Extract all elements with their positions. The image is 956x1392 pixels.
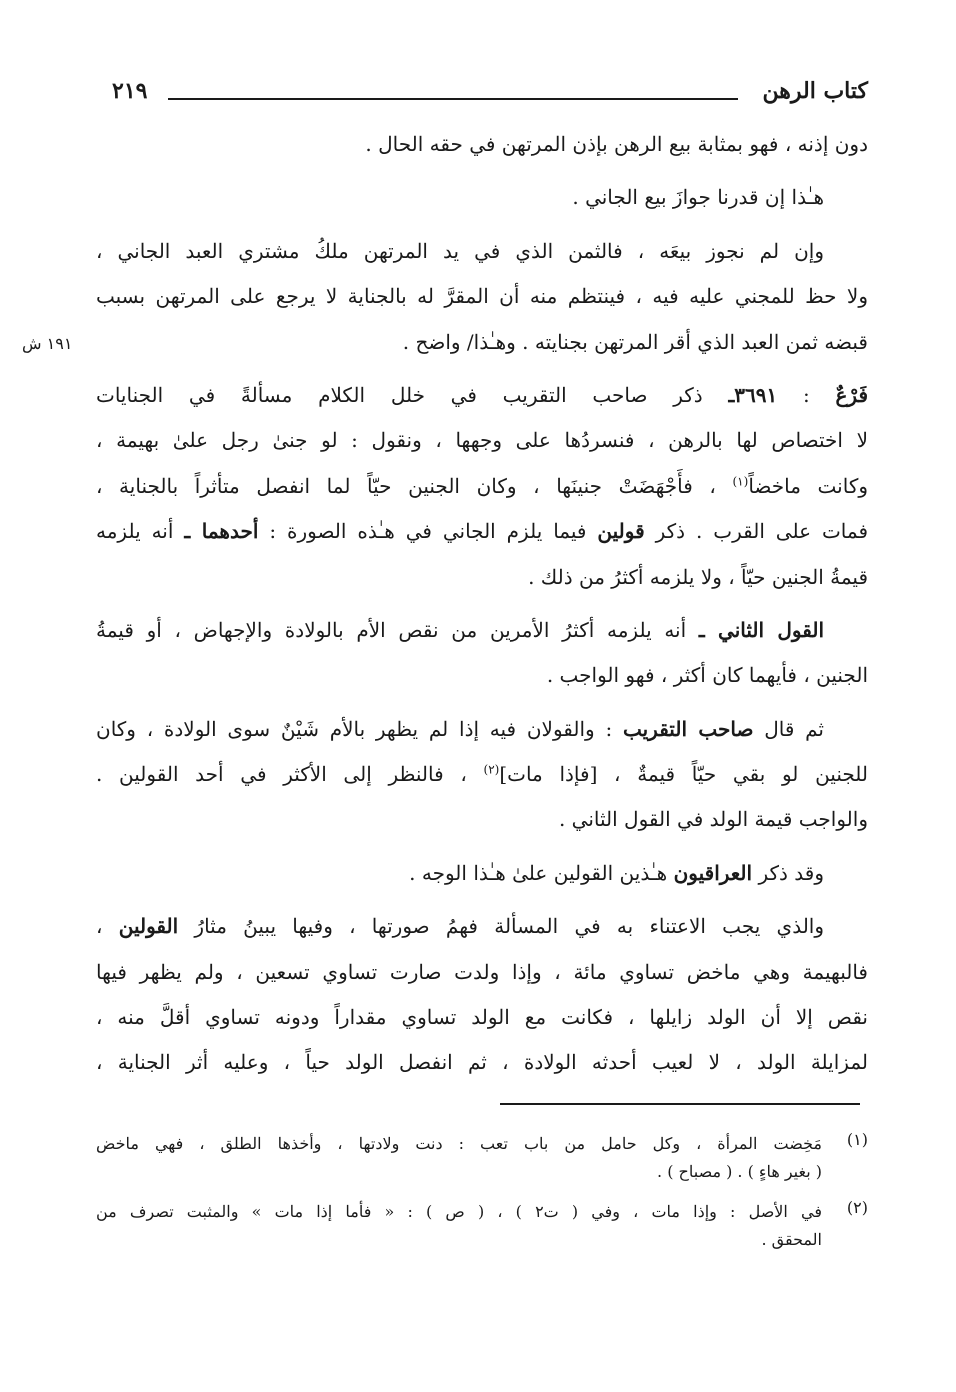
text-line: لمزايلة الولد ، لا لعيب أحدثه الولادة ، ثم انفصل الولد حياً ، وعليه أثر الجناية ،	[96, 1050, 868, 1075]
text-run: ،	[96, 914, 103, 939]
bold-term: القول الثاني ـ	[698, 617, 824, 642]
text-line	[96, 707, 868, 752]
text-run: أنه يلزمه	[96, 519, 174, 544]
bold-term: القولين	[118, 914, 179, 939]
margin-folio-note: ١٩١ ش	[22, 334, 73, 353]
text-run: فمات على القرب . ذكر	[655, 519, 868, 544]
text-run: وقد ذكر	[758, 860, 824, 885]
bold-term: قولين	[597, 519, 645, 544]
text-line: فالبهيمة وهي ماخض تساوي مائة ، وإذا ولدت صارت تساوي تسعين ، ولم يظهر فيها	[96, 959, 868, 984]
text-line: والواجب قيمة الولد في القول الثاني .	[558, 807, 868, 832]
text-run: ، فأَجْهَضَتْ جنينَها ، وكان الجنين حيّاً لما انفصل متأثراً بالجناية ،	[96, 473, 716, 498]
text-run: ، فالنظر إلى الأكثر في أحد القولين .	[96, 762, 467, 787]
footnote-line: في الأصل : وإذا مات ، وفي ( ت٢ ) ، ( ص ) : « فأما إذا مات » والمثبت تصرف من	[96, 1202, 822, 1221]
footnote	[96, 1130, 868, 1186]
text-line: وإن لم نجوز بيعَه ، فالثمن الذي في يد المرتهن ملكُ مشتري العبد الجاني ،	[96, 238, 824, 263]
footnote-ref: (٢)	[483, 762, 500, 777]
text-line: قيمةُ الجنين حيّاً ، ولا يلزمه أكثرُ من ذلك .	[528, 564, 868, 589]
header-rule	[168, 98, 738, 100]
text-line: الجنين ، فأيهما كان أكثر ، فهو الواجب .	[546, 663, 868, 688]
issue-heading-line: فَرْعٌ : ٣٦٩١ـ ذكر صاحب التقريب في خلل الكلام مسألةً في الجنايات	[96, 382, 868, 407]
text-run: فيما يلزم الجاني في هـٰذه الصورة :	[269, 519, 587, 544]
footnote-line: مَخِضت المرأة ، وكل حامل من باب تعب : دنت ولادتها ، وأخذها الطلق ، فهي ماخض	[96, 1134, 822, 1153]
issue-number: ٣٦٩١ـ	[728, 382, 778, 407]
footnote-line: ( بغير هاءٍ ) . ( مصباح ) .	[657, 1162, 822, 1181]
text-run: للجنين لو بقي حيّاً قيمةٌ ، [فإذا مات]	[499, 762, 868, 787]
text-line: هـٰذا إن قدرنا جوازَ بيع الجاني .	[572, 185, 824, 210]
text-run: والذي يجب الاعتناء به في المسألة فهمُ صورتها ، وفيها يبينُ مثارُ	[194, 914, 824, 939]
running-header	[112, 78, 868, 118]
text-run: أنه يلزمه أكثرُ الأمرين من نقص الأم بالولادة والإجهاض ، أو قيمةُ	[96, 617, 687, 642]
text-line	[96, 851, 868, 896]
footnote-number: (١)	[846, 1130, 868, 1149]
book-title: كتاب الرهن	[762, 78, 868, 104]
footnote-rule	[500, 1103, 860, 1105]
bold-term: أحدهما ـ	[184, 519, 259, 544]
text-run: هـٰذين القولين علىٰ هـٰذا الوجه .	[409, 860, 668, 885]
text-run: ثم قال	[764, 716, 824, 741]
text-line: قبضه ثمن العبد الذي أقر المرتهن بجنايته . وهـٰذا/ واضح .	[402, 329, 868, 354]
text-run: : والقولان فيه إذا لم يظهر بالأم شَيْنٌ سوى الولادة ، وكان	[96, 716, 613, 741]
text-run: ذكر صاحب التقريب في خلل الكلام مسألةً في الجنايات	[96, 382, 703, 407]
text-line: لا اختصاص لها بالرهن ، فنسردُها على وجهها ، ونقول : لو جنىٰ رجل علىٰ بهيمة ،	[96, 428, 868, 453]
text-line	[96, 608, 868, 653]
text-line	[96, 464, 868, 509]
page-number: ٢١٩	[112, 78, 148, 104]
text-line: ولا حظ للمجني عليه فيه ، فينتظم منه أن المقرَّ له بالجناية لا يرجع على المرتهن بسبب	[96, 284, 868, 309]
text-line: نقص إلا أن الولد زايلها ، فكانت مع الولد تساوي مقداراً ودونه تساوي أقلَّ منه ،	[96, 1005, 868, 1030]
text-line	[96, 904, 868, 949]
footnotes	[96, 1130, 868, 1254]
footnote-number: (٢)	[846, 1198, 868, 1217]
text-line	[96, 752, 868, 797]
bold-term: صاحب التقريب	[622, 716, 754, 741]
far-heading: فَرْعٌ	[835, 382, 868, 407]
bold-term: العراقيون	[673, 860, 753, 885]
text-line	[96, 509, 868, 554]
text-run: وكانت ماخضاً	[748, 473, 868, 498]
footnote-ref: (١)	[732, 474, 749, 489]
footnote-line: المحقق .	[761, 1230, 822, 1249]
main-text	[96, 122, 868, 1086]
footnote	[96, 1198, 868, 1254]
text-line: دون إذنه ، فهو بمثابة بيع الرهن بإذن المرتهن في حقه الحال .	[365, 132, 868, 156]
